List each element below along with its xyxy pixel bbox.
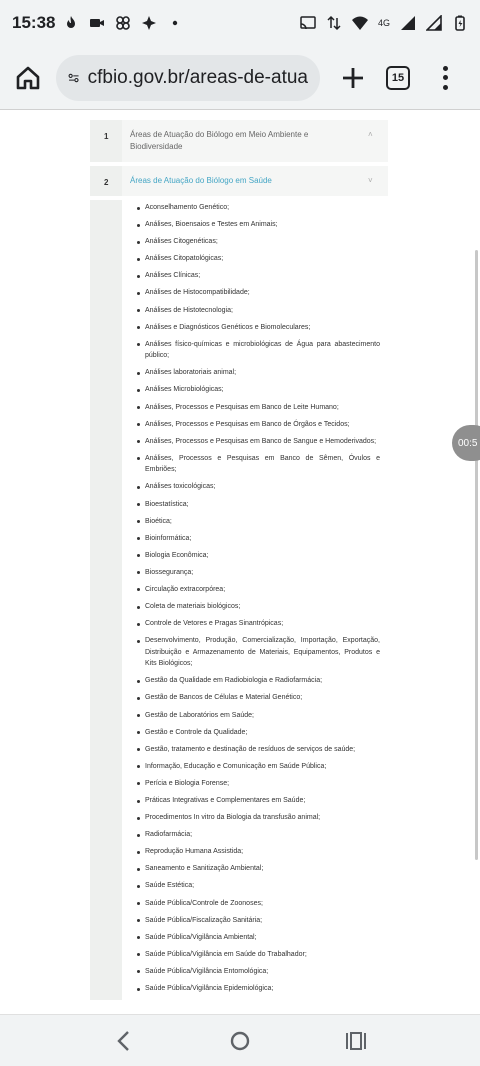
timer-text: 00:5 bbox=[458, 437, 478, 449]
list-item: Gestão, tratamento e destinação de resíduos de serviços de saúde; bbox=[136, 744, 380, 756]
list-item: Análises Clínicas; bbox=[136, 270, 380, 282]
accordion-title[interactable]: Áreas de Atuação do Biólogo em Meio Ambiente e Biodiversidade bbox=[130, 130, 309, 151]
url-text[interactable]: cfbio.gov.br/areas-de-atua bbox=[87, 66, 308, 88]
list-item: Análises Microbiológicas; bbox=[136, 384, 380, 396]
timer-bubble[interactable] bbox=[452, 425, 480, 461]
page-scrollbar[interactable] bbox=[475, 250, 478, 860]
recents-icon bbox=[345, 1030, 367, 1052]
list-item: Reprodução Humana Assistida; bbox=[136, 846, 380, 858]
list-item: Gestão de Bancos de Células e Material Genético; bbox=[136, 692, 380, 704]
signal-icon bbox=[400, 15, 416, 31]
accordion-title[interactable]: Áreas de Atuação do Biólogo em Saúde bbox=[130, 176, 272, 185]
list-item: Saúde Pública/Vigilância Ambiental; bbox=[136, 932, 380, 944]
list-item: Radiofarmácia; bbox=[136, 829, 380, 841]
address-bar[interactable] bbox=[56, 55, 320, 101]
list-item: Análises laboratoriais animal; bbox=[136, 367, 380, 379]
list-item: Análises de Histotecnologia; bbox=[136, 305, 380, 317]
list-item: Saúde Pública/Vigilância Entomológica; bbox=[136, 966, 380, 978]
list-item: Análises, Processos e Pesquisas em Banco de Sangue e Hemoderivados; bbox=[136, 436, 380, 448]
pinwheel-icon bbox=[115, 15, 131, 31]
system-icons bbox=[300, 15, 468, 31]
more-menu-icon bbox=[443, 66, 448, 71]
status-bar bbox=[0, 0, 480, 46]
accordion-body bbox=[90, 200, 388, 1000]
navigation-bar bbox=[0, 1014, 480, 1066]
list-item: Coleta de materiais biológicos; bbox=[136, 601, 380, 613]
accordion-item-1[interactable] bbox=[90, 120, 388, 166]
tabs-button[interactable] bbox=[386, 66, 410, 90]
flame-icon bbox=[63, 15, 79, 31]
list-item: Análises, Bioensaios e Testes em Animais; bbox=[136, 219, 380, 231]
list-item: Saúde Pública/Controle de Zoonoses; bbox=[136, 898, 380, 910]
more-menu-button[interactable] bbox=[440, 66, 450, 90]
back-icon bbox=[114, 1030, 134, 1052]
list-item: Desenvolvimento, Produção, Comercialização, Importação, Exportação, Distribuição e Armazenamento de Materiais, Equipamentos, Produtos e Kits Biológicos; bbox=[136, 635, 380, 670]
list-item: Saúde Pública/Vigilância em Saúde do Trabalhador; bbox=[136, 949, 380, 961]
new-tab-button[interactable] bbox=[338, 63, 368, 93]
cast-icon bbox=[300, 15, 316, 31]
status-time: 15:38 bbox=[12, 13, 56, 32]
list-item: Práticas Integrativas e Complementares em Saúde; bbox=[136, 795, 380, 807]
home-circle-icon bbox=[229, 1030, 251, 1052]
video-icon bbox=[89, 15, 105, 31]
back-button[interactable] bbox=[110, 1027, 138, 1055]
chevron-down-icon: ˅ bbox=[368, 176, 373, 185]
accordion-number: 1 bbox=[90, 120, 122, 162]
list-item: Análises Citogenéticas; bbox=[136, 236, 380, 248]
battery-icon bbox=[452, 15, 468, 31]
web-page bbox=[0, 110, 480, 1014]
list-item: Análises, Processos e Pesquisas em Banco de Leite Humano; bbox=[136, 402, 380, 414]
list-item: Saúde Pública/Vigilância Epidemiológica; bbox=[136, 983, 380, 995]
list-item: Biologia Econômica; bbox=[136, 550, 380, 562]
list-item: Bioética; bbox=[136, 516, 380, 528]
list-item: Saúde Pública/Fiscalização Sanitária; bbox=[136, 915, 380, 927]
tab-count: 15 bbox=[391, 71, 405, 84]
list-item: Análises de Histocompatibilidade; bbox=[136, 287, 380, 299]
list-item: Informação, Educação e Comunicação em Saúde Pública; bbox=[136, 761, 380, 773]
flower-icon bbox=[141, 15, 157, 31]
list-item: Perícia e Biologia Forense; bbox=[136, 778, 380, 790]
health-areas-list bbox=[122, 200, 388, 1000]
wifi-icon bbox=[352, 15, 368, 31]
list-item: Análises, Processos e Pesquisas em Banco de Órgãos e Tecidos; bbox=[136, 419, 380, 431]
accordion-number: 2 bbox=[90, 166, 122, 196]
data-transfer-icon bbox=[326, 15, 342, 31]
home-button[interactable] bbox=[10, 60, 46, 96]
list-item: Análises, Processos e Pesquisas em Banco de Sêmen, Óvulos e Embriões; bbox=[136, 453, 380, 476]
accordion-item-2[interactable] bbox=[90, 166, 388, 200]
list-item: Gestão da Qualidade em Radiobiologia e Radiofarmácia; bbox=[136, 675, 380, 687]
areas-accordion bbox=[90, 120, 388, 1000]
home-nav-button[interactable] bbox=[226, 1027, 254, 1055]
list-item: Biossegurança; bbox=[136, 567, 380, 579]
notification-icons bbox=[63, 15, 183, 31]
list-item: Análises físico-químicas e microbiológicas de Água para abastecimento público; bbox=[136, 339, 380, 362]
list-item: Bioestatística; bbox=[136, 499, 380, 511]
list-item: Análises Citopatológicas; bbox=[136, 253, 380, 265]
list-item: Aconselhamento Genético; bbox=[136, 202, 380, 214]
list-item: Controle de Vetores e Pragas Sinantrópicas; bbox=[136, 618, 380, 630]
list-item: Análises toxicológicas; bbox=[136, 481, 380, 493]
list-item: Circulação extracorpórea; bbox=[136, 584, 380, 596]
list-item: Procedimentos In vitro da Biologia da transfusão animal; bbox=[136, 812, 380, 824]
home-icon bbox=[15, 65, 41, 91]
browser-toolbar bbox=[0, 46, 480, 110]
plus-icon bbox=[341, 66, 365, 90]
list-item: Saneamento e Sanitização Ambiental; bbox=[136, 863, 380, 875]
list-item: Análises e Diagnósticos Genéticos e Biomoleculares; bbox=[136, 322, 380, 334]
chevron-up-icon: ˄ bbox=[368, 130, 373, 139]
list-item: Saúde Estética; bbox=[136, 880, 380, 892]
list-item: Gestão de Laboratórios em Saúde; bbox=[136, 710, 380, 722]
dot-icon bbox=[167, 15, 183, 31]
list-item: Bioinformática; bbox=[136, 533, 380, 545]
network-type: 4G bbox=[377, 18, 390, 28]
list-item: Gestão e Controle da Qualidade; bbox=[136, 727, 380, 739]
recents-button[interactable] bbox=[342, 1027, 370, 1055]
site-settings-icon[interactable] bbox=[68, 69, 80, 87]
signal-2-icon bbox=[426, 15, 442, 31]
